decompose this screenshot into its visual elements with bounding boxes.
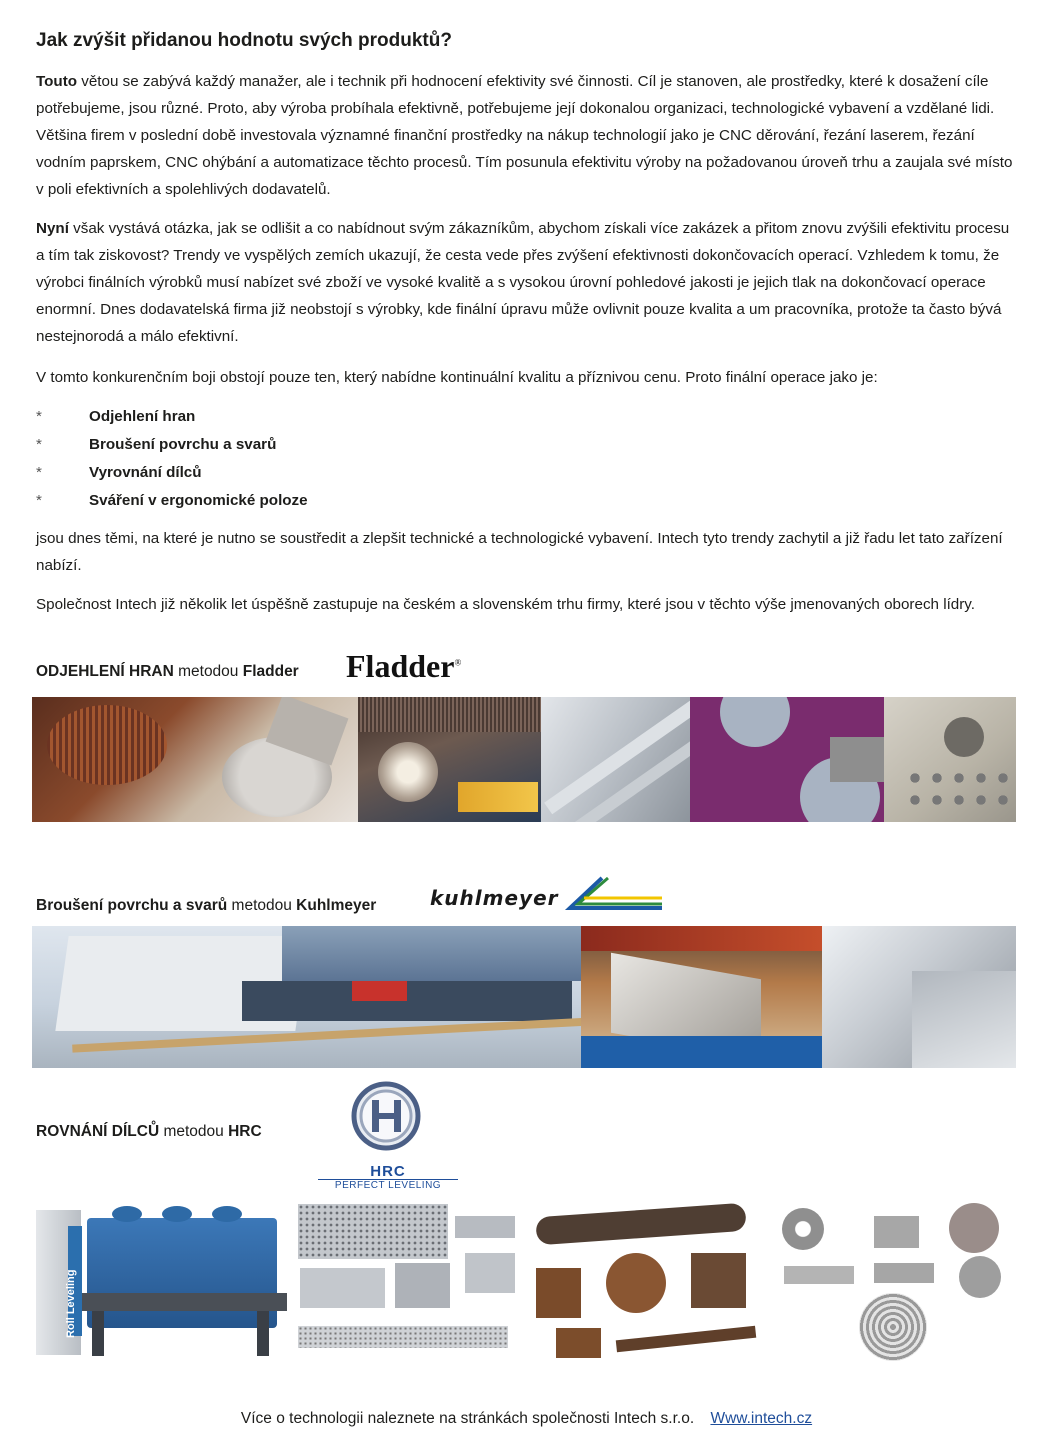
footer-text: Více o technologii naleznete na stránkách společnosti Intech s.r.o. [240,1410,695,1427]
punched-parts-photo [764,1198,1016,1363]
paragraph-2-lead: Nyní [36,220,69,237]
list-item: * Sváření v ergonomické poloze [36,492,308,509]
paragraph-5: Společnost Intech již několik let úspěšně zastupuje na českém a slovenském trhu firmy, které jsou v těchto výše jmenovaných oborech lídry. [36,596,975,613]
paragraph-1 [36,68,1020,203]
aluminium-profiles-photo [541,697,690,822]
polished-corner-photo [822,926,1016,1068]
hrc-section-title: ROVNÁNÍ DÍLCŮ metodou HRC [36,1123,262,1140]
kuhlmeyer-photo-strip [32,926,1016,1068]
paragraph-3: V tomto konkurenčním boji obstojí pouze ten, který nabídne kontinuální kvalitu a příznivou cenu. Proto finální operace jako je: [36,369,878,386]
list-item: * Broušení povrchu a svarů [36,436,277,453]
weld-grinding-closeup-photo [581,926,822,1068]
grinding-machine-photo [32,926,581,1068]
list-item: * Odjehlení hran [36,408,196,425]
paragraph-1-text: větou se zabývá každý manažer, ale i technik při hodnocení efektivity své činnosti. Cíl je stanoven, ale prostředky, které k dosažení cíle potřebujeme, jsou různé. Proto, aby výroba probíhala efektivně, potřebujeme její dokonalou organizaci, technologické vybavení a vzdělané lidi. Většina firem v poslední době investovala významné finanční prostředky na nákup technologií jako je CNC děrování, řezání laserem, řezání vodním paprskem, CNC ohýbání a automatizace těchto procesů. Tím posunula efektivitu výroby na požadovanou úroveň trhu a zaujala své místo v poli efektivních a spolehlivých dodavatelů. [36,73,1013,198]
grinding-disc-photo [358,697,541,822]
finishing-operations-list [36,403,308,515]
hrc-photo-strip [32,1198,1016,1363]
list-item: * Vyrovnání dílců [36,464,202,481]
perforated-part-photo [884,697,1016,822]
paragraph-1-lead: Touto [36,73,78,90]
roll-leveling-machine-photo: Roll Leveling [32,1198,290,1363]
paragraph-4: jsou dnes těmi, na které je nutno se soustředit a zlepšit technické a technologické vybavení. Intech tyto trendy zachytil a již řadu let tato zařízení nabízí. [36,530,1003,574]
footer [0,1410,1053,1428]
leveled-sheet-parts-photo [290,1198,526,1363]
leveled-plates-photo [526,1198,764,1363]
paragraph-2-text: však vystává otázka, jak se odlišit a co nabídnout svým zákazníkům, abychom získali více zakázek a přitom znovu zvýšili efektivitu procesu a tím tak ziskovost? Trendy ve vyspělých zemích ukazují, že cesta vede přes zvýšení efektivnosti dokončovacích operací. Vzhledem k tomu, že výrobci finálních výrobků musí nabízet své zboží ve vysoké kvalitě a s vysokou úrovní pohledové jakosti je jejich tlak na dokončovací operace enormní. Dnes dodavatelská firma již neobstojí s výrobky, kde finální úpravu může ovlivnit pouze kvalita a um pracovníka, protože ta často bývá nestejnorodá a málo efektivní. [36,220,1010,345]
paragraph-2 [36,215,1020,350]
kuhlmeyer-stripes-icon [562,876,662,912]
kuhlmeyer-section-title: Broušení povrchu a svarů metodou Kuhlmeyer [36,897,377,914]
fladder-photo-strip [32,697,1016,822]
laser-cut-sheet-photo [690,697,884,822]
page-title: Jak zvýšit přidanou hodnotu svých produktů? [36,30,452,51]
website-link[interactable]: Www.intech.cz [710,1410,813,1427]
deburring-brush-photo [32,697,358,822]
kuhlmeyer-logo: kuhlmeyer [430,876,662,912]
fladder-logo: Fladder® [346,648,462,684]
fladder-section-title: ODJEHLENÍ HRAN metodou Fladder [36,663,299,680]
hrc-logo: HRC PERFECT LEVELING [318,1080,458,1196]
hrc-h-icon [318,1080,458,1160]
